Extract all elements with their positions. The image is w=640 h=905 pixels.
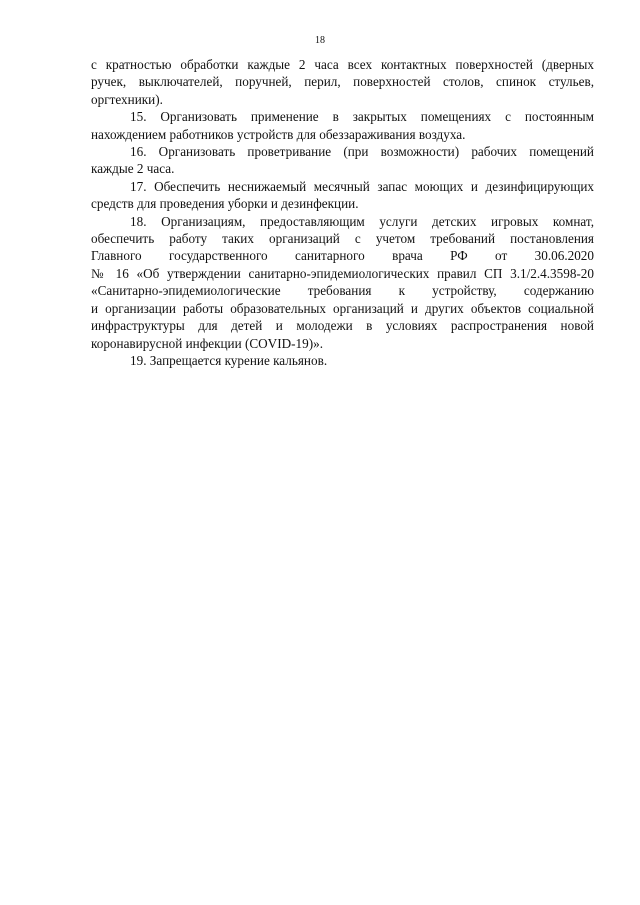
text-line: оргтехники). — [91, 91, 163, 107]
text-line: коронавирусной инфекции (COVID-19)». — [91, 335, 323, 351]
page-number: 18 — [315, 35, 325, 46]
text-line: 18. Организациям, предоставляющим услуги детских игровых комнат, — [130, 213, 594, 229]
paragraph-item-19 — [91, 352, 594, 369]
text-line: нахождением работников устройств для обеззараживания воздуха. — [91, 126, 466, 142]
paragraph-item-16 — [91, 143, 594, 178]
text-line: 16. Организовать проветривание (при возможности) рабочих помещений — [130, 144, 594, 160]
text-line: средств для проведения уборки и дезинфекции. — [91, 196, 359, 212]
text-line: и организации работы образовательных организаций и других объектов социальной — [91, 300, 594, 316]
paragraph-item-18 — [91, 213, 594, 352]
text-line: обеспечить работу таких организаций с учетом требований постановления — [91, 231, 594, 247]
document-body — [91, 56, 594, 369]
text-line: Главного государственного санитарного врача РФ от 30.06.2020 — [91, 248, 594, 264]
paragraph-item-17 — [91, 178, 594, 213]
text-line: инфраструктуры для детей и молодежи в условиях распространения новой — [91, 318, 594, 334]
text-line: № 16 «Об утверждении санитарно-эпидемиологических правил СП 3.1/2.4.3598-20 — [91, 265, 594, 281]
text-line: с кратностью обработки каждые 2 часа всех контактных поверхностей (дверных — [91, 57, 594, 72]
text-line: 17. Обеспечить неснижаемый месячный запас моющих и дезинфицирующих — [130, 178, 594, 194]
text-line: ручек, выключателей, поручней, перил, поверхностей столов, спинок стульев, — [91, 74, 594, 90]
text-line: каждые 2 часа. — [91, 161, 175, 177]
text-line: 19. Запрещается курение кальянов. — [130, 352, 328, 368]
paragraph-item-15 — [91, 108, 594, 143]
text-line: «Санитарно-эпидемиологические требования к устройству, содержанию — [91, 283, 594, 299]
paragraph-continuation — [91, 56, 594, 108]
text-line: 15. Организовать применение в закрытых помещениях с постоянным — [130, 109, 594, 125]
